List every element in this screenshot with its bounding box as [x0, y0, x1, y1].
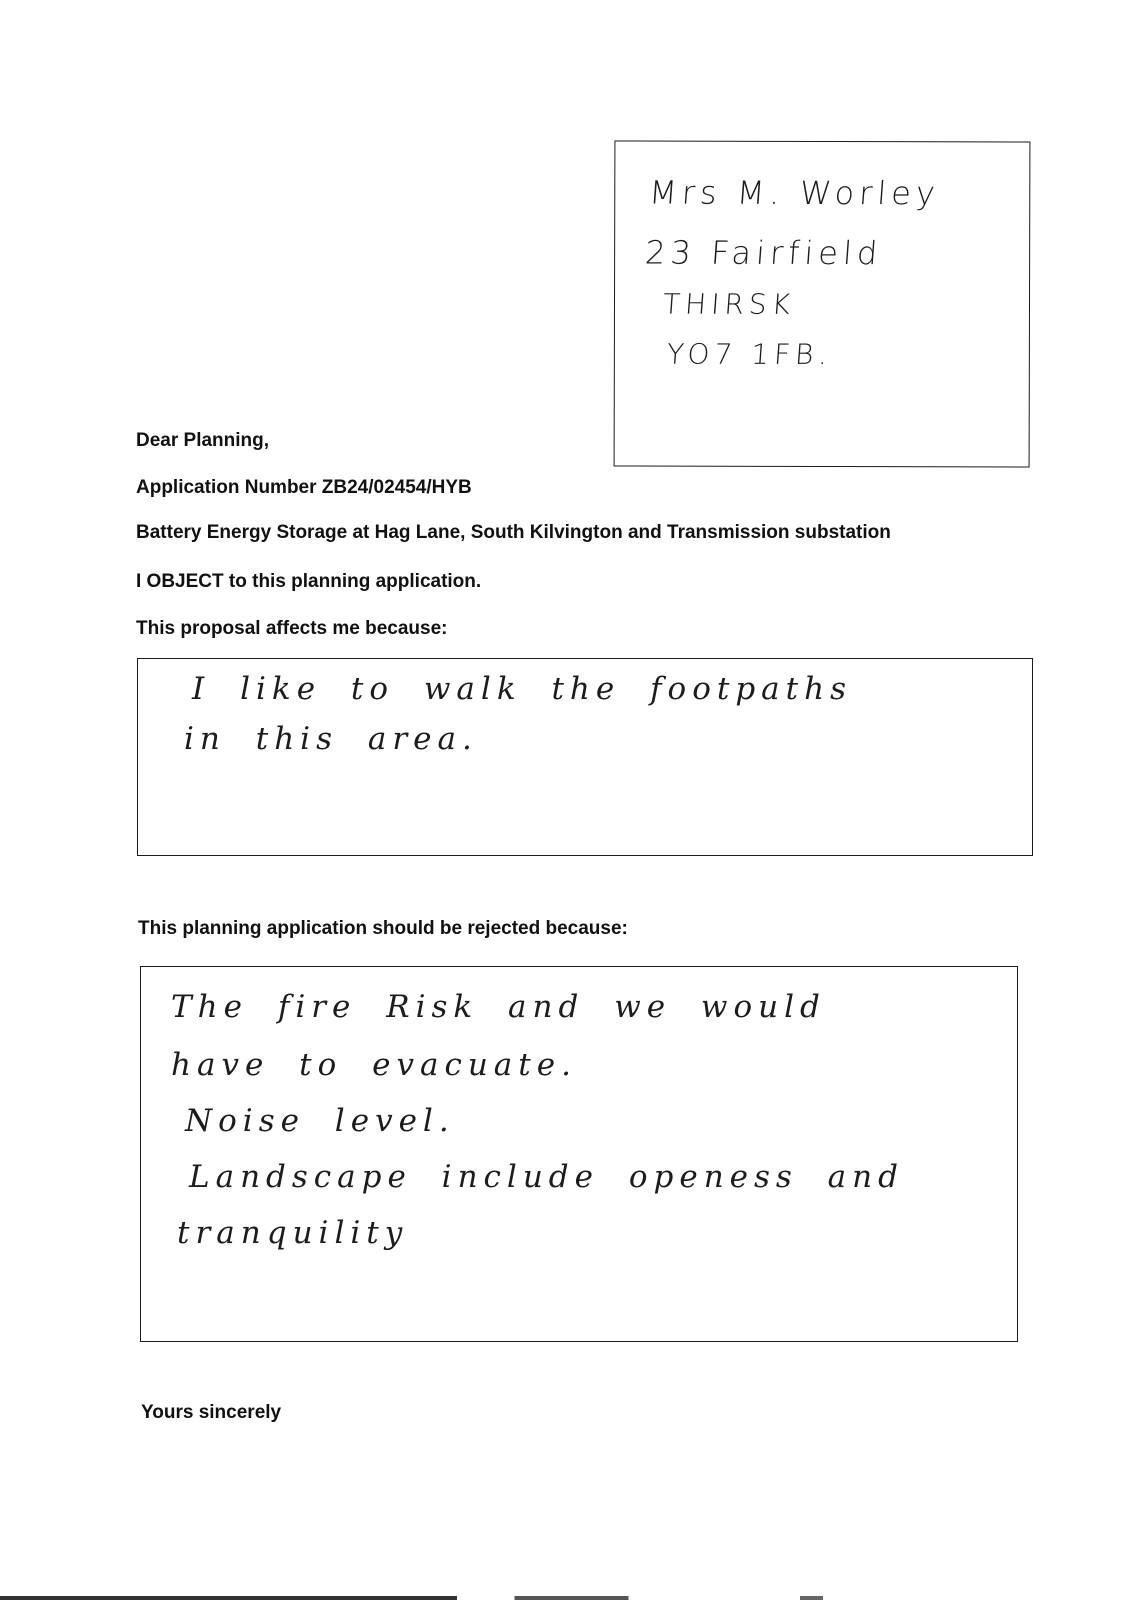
scan-edge-artifact: [0, 1596, 1143, 1600]
address-town: THIRSK: [661, 287, 797, 321]
reject-response-box: [140, 966, 1018, 1342]
address-box: [614, 140, 1031, 467]
reject-line: Landscape include openess and: [189, 1159, 904, 1195]
reject-line: have to evacuate.: [171, 1047, 577, 1083]
project-description: Battery Energy Storage at Hag Lane, South Kilvington and Transmission substation: [136, 522, 891, 543]
reject-line: Noise level.: [185, 1103, 455, 1139]
salutation: Dear Planning,: [136, 430, 270, 451]
address-street: 23 Fairfield: [643, 233, 884, 273]
affects-line: I like to walk the footpaths: [192, 671, 852, 707]
address-name: Mrs M. Worley: [647, 173, 942, 213]
reject-line: tranquility: [177, 1215, 409, 1251]
affects-line: in this area.: [184, 721, 478, 757]
application-number: Application Number ZB24/02454/HYB: [136, 477, 472, 498]
affects-response-box: [137, 658, 1033, 856]
closing: Yours sincerely: [141, 1402, 282, 1423]
reject-label: This planning application should be rejected because:: [138, 918, 628, 939]
objection-statement: I OBJECT to this planning application.: [136, 571, 482, 592]
address-postcode: YO7 1FB.: [665, 337, 834, 372]
reject-line: The fire Risk and we would: [171, 989, 826, 1025]
affects-label: This proposal affects me because:: [136, 618, 448, 639]
